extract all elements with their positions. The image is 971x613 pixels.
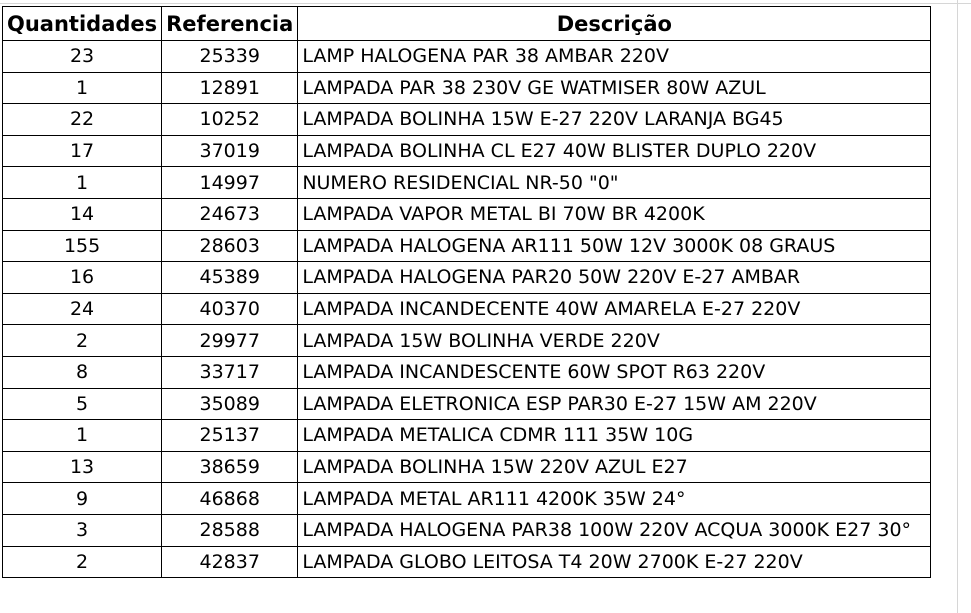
reference-cell[interactable]: 24673 <box>162 198 298 230</box>
reference-cell[interactable]: 10252 <box>162 104 298 136</box>
reference-cell[interactable]: 46868 <box>162 483 298 515</box>
quantity-cell[interactable]: 2 <box>3 546 162 578</box>
quantity-cell[interactable]: 3 <box>3 514 162 546</box>
table-row <box>3 451 931 483</box>
reference-cell[interactable]: 38659 <box>162 451 298 483</box>
table-row <box>3 514 931 546</box>
description-cell[interactable]: LAMPADA INCANDECENTE 40W AMARELA E-27 220V <box>298 293 931 325</box>
reference-cell[interactable]: 12891 <box>162 72 298 104</box>
description-cell[interactable]: LAMPADA BOLINHA 15W 220V AZUL E27 <box>298 451 931 483</box>
table-row <box>3 420 931 452</box>
product-table <box>2 6 931 578</box>
quantity-cell[interactable]: 17 <box>3 135 162 167</box>
table-row <box>3 483 931 515</box>
reference-cell[interactable]: 45389 <box>162 262 298 294</box>
description-cell[interactable]: LAMPADA INCANDESCENTE 60W SPOT R63 220V <box>298 356 931 388</box>
reference-cell[interactable]: 35089 <box>162 388 298 420</box>
table-row <box>3 104 931 136</box>
description-cell[interactable]: LAMP HALOGENA PAR 38 AMBAR 220V <box>298 41 931 73</box>
description-cell[interactable]: LAMPADA HALOGENA PAR38 100W 220V ACQUA 3000K E27 30° <box>298 514 931 546</box>
quantity-cell[interactable]: 8 <box>3 356 162 388</box>
header-row <box>3 7 931 41</box>
table-row <box>3 325 931 357</box>
gridline-right <box>957 0 958 613</box>
table-row <box>3 293 931 325</box>
description-cell[interactable]: LAMPADA PAR 38 230V GE WATMISER 80W AZUL <box>298 72 931 104</box>
quantity-cell[interactable]: 22 <box>3 104 162 136</box>
quantity-cell[interactable]: 1 <box>3 167 162 199</box>
reference-cell[interactable]: 28588 <box>162 514 298 546</box>
description-cell[interactable]: NUMERO RESIDENCIAL NR-50 "0" <box>298 167 931 199</box>
table-row <box>3 72 931 104</box>
table-row <box>3 388 931 420</box>
header-quantity[interactable]: Quantidades <box>3 7 162 41</box>
quantity-cell[interactable]: 16 <box>3 262 162 294</box>
description-cell[interactable]: LAMPADA METALICA CDMR 111 35W 10G <box>298 420 931 452</box>
description-cell[interactable]: LAMPADA VAPOR METAL BI 70W BR 4200K <box>298 198 931 230</box>
description-cell[interactable]: LAMPADA ELETRONICA ESP PAR30 E-27 15W AM 220V <box>298 388 931 420</box>
quantity-cell[interactable]: 23 <box>3 41 162 73</box>
quantity-cell[interactable]: 13 <box>3 451 162 483</box>
description-cell[interactable]: LAMPADA 15W BOLINHA VERDE 220V <box>298 325 931 357</box>
table-row <box>3 135 931 167</box>
description-cell[interactable]: LAMPADA BOLINHA 15W E-27 220V LARANJA BG45 <box>298 104 931 136</box>
quantity-cell[interactable]: 2 <box>3 325 162 357</box>
table-row <box>3 41 931 73</box>
reference-cell[interactable]: 42837 <box>162 546 298 578</box>
table-row <box>3 356 931 388</box>
reference-cell[interactable]: 14997 <box>162 167 298 199</box>
reference-cell[interactable]: 28603 <box>162 230 298 262</box>
header-description[interactable]: Descrição <box>298 7 931 41</box>
reference-cell[interactable]: 33717 <box>162 356 298 388</box>
quantity-cell[interactable]: 1 <box>3 72 162 104</box>
table-row <box>3 167 931 199</box>
description-cell[interactable]: LAMPADA HALOGENA AR111 50W 12V 3000K 08 GRAUS <box>298 230 931 262</box>
reference-cell[interactable]: 37019 <box>162 135 298 167</box>
table-row <box>3 230 931 262</box>
header-reference[interactable]: Referencia <box>162 7 298 41</box>
reference-cell[interactable]: 29977 <box>162 325 298 357</box>
table-row <box>3 546 931 578</box>
description-cell[interactable]: LAMPADA HALOGENA PAR20 50W 220V E-27 AMBAR <box>298 262 931 294</box>
description-cell[interactable]: LAMPADA GLOBO LEITOSA T4 20W 2700K E-27 220V <box>298 546 931 578</box>
quantity-cell[interactable]: 24 <box>3 293 162 325</box>
quantity-cell[interactable]: 5 <box>3 388 162 420</box>
description-cell[interactable]: LAMPADA METAL AR111 4200K 35W 24° <box>298 483 931 515</box>
quantity-cell[interactable]: 1 <box>3 420 162 452</box>
description-cell[interactable]: LAMPADA BOLINHA CL E27 40W BLISTER DUPLO 220V <box>298 135 931 167</box>
reference-cell[interactable]: 25339 <box>162 41 298 73</box>
reference-cell[interactable]: 40370 <box>162 293 298 325</box>
quantity-cell[interactable]: 14 <box>3 198 162 230</box>
table-row <box>3 198 931 230</box>
reference-cell[interactable]: 25137 <box>162 420 298 452</box>
quantity-cell[interactable]: 9 <box>3 483 162 515</box>
gridline-top <box>0 3 971 4</box>
table-row <box>3 262 931 294</box>
quantity-cell[interactable]: 155 <box>3 230 162 262</box>
